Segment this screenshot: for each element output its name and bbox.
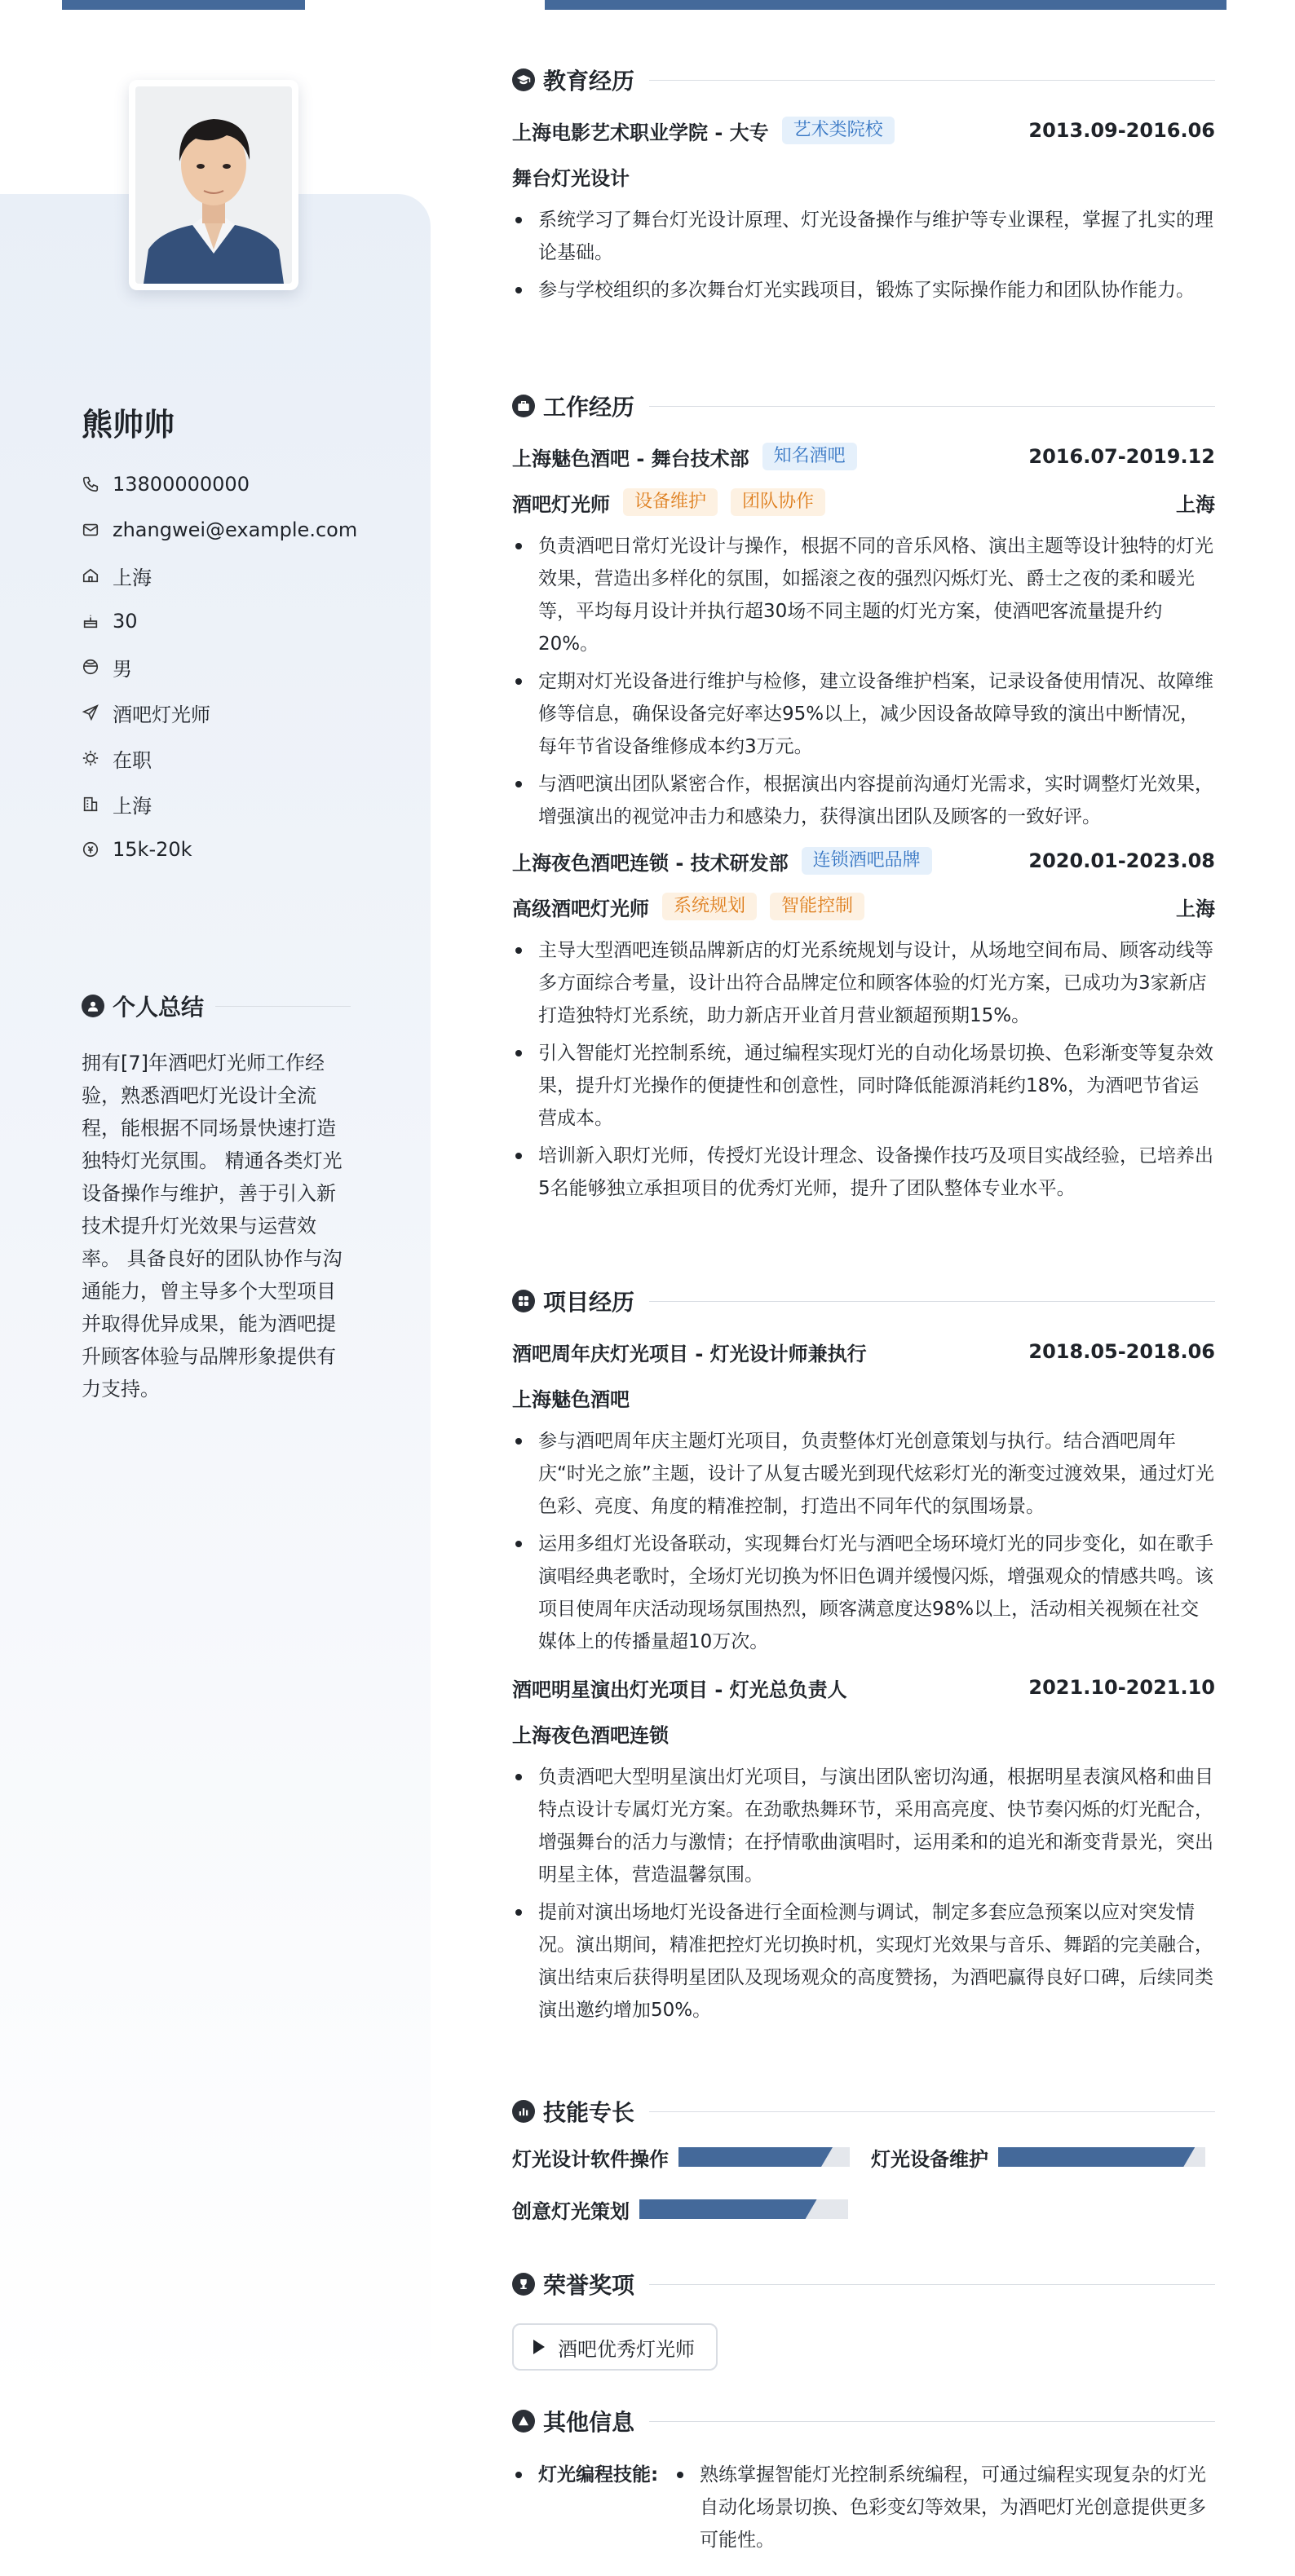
left-accent-bar	[62, 0, 305, 10]
projects-section	[512, 1285, 1215, 2031]
education-date: 2013.09-2016.06	[1028, 119, 1215, 142]
project-org: 上海魅色酒吧	[512, 1387, 630, 1411]
list-item: 与酒吧演出团队紧密合作，根据演出内容提前沟通灯光需求，实时调整灯光效果，增强演出的视觉冲击力和感染力，获得演出团队及顾客的一致好评。	[512, 768, 1215, 833]
candidate-name: 熊帅帅	[82, 407, 175, 443]
education-section	[512, 64, 1215, 311]
school-tag: 艺术类院校	[782, 117, 895, 144]
job-header	[512, 434, 1215, 479]
job-bullets	[512, 530, 1215, 833]
project-header	[512, 1329, 1215, 1374]
briefcase-icon	[512, 395, 535, 417]
list-item: 引入智能灯光控制系统，通过编程实现灯光的自动化场景切换、色彩渐变等复杂效果，提升灯光操作的便捷性和创意性，同时降低能源消耗约18%，为酒吧节省运营成本。	[512, 1037, 1215, 1135]
divider	[649, 2111, 1215, 2112]
project-org-row	[512, 1374, 1215, 1420]
skill-tag: 设备维护	[623, 488, 718, 516]
skill-bar	[998, 2147, 1205, 2167]
contact-phone	[82, 461, 357, 507]
contact-value: 15k-20k	[113, 838, 192, 861]
contact-value: 上海	[113, 794, 152, 818]
right-accent-bar	[545, 0, 1226, 10]
list-item: 定期对灯光设备进行维护与检修，建立设备维护档案，记录设备使用情况、故障维修等信息，确保设备完好率达95%以上，减少因设备故障导致的演出中断情况，每年节省设备维修成本约3万元。	[512, 665, 1215, 763]
project-bullets	[512, 1761, 1215, 2027]
section-title: 项目经历	[543, 1289, 635, 1316]
job-city: 上海	[1176, 897, 1215, 920]
summary-title: 个人总结	[113, 994, 205, 1021]
avatar	[129, 80, 298, 290]
contact-value: 男	[113, 657, 132, 681]
status-icon	[82, 749, 99, 767]
divider	[215, 1006, 351, 1007]
contact-email	[82, 507, 357, 553]
list-item: 负责酒吧大型明星演出灯光项目，与演出团队密切沟通，根据明星表演风格和曲目特点设计专属灯光方案。在劲歌热舞环节，采用高亮度、快节奏闪烁的灯光配合，增强舞台的活力与激情；在抒情歌曲演唱时，运用柔和的追光和渐变背景光，突出明星主体，营造温馨氛围。	[512, 1761, 1215, 1891]
contact-value: 在职	[113, 748, 152, 772]
salary-icon	[82, 840, 99, 858]
contact-location	[82, 553, 357, 598]
section-header	[512, 2095, 1215, 2128]
section-title: 技能专长	[543, 2099, 635, 2126]
skill-label: 灯光设计软件操作	[512, 2147, 669, 2171]
divider	[649, 406, 1215, 407]
list-item: 参与学校组织的多次舞台灯光实践项目，锻炼了实际操作能力和团队协作能力。	[512, 274, 1215, 307]
section-header	[512, 390, 1215, 422]
project-date: 2018.05-2018.06	[1028, 1340, 1215, 1363]
role-row	[512, 884, 1215, 929]
section-header	[512, 1285, 1215, 1317]
skill-tag: 团队协作	[731, 488, 825, 516]
skill-label: 创意灯光策划	[512, 2199, 630, 2223]
gender-icon	[82, 658, 99, 676]
contact-status	[82, 735, 357, 781]
job-bullets	[512, 934, 1215, 1205]
home-icon	[82, 567, 99, 584]
other-value: 熟练掌握智能灯光控制系统编程，可通过编程实现复杂的灯光自动化场景切换、色彩变幻等效果，为酒吧灯光创意提供更多可能性。	[672, 2459, 1215, 2556]
project-entry	[512, 1329, 1215, 1658]
role-row	[512, 479, 1215, 525]
project-date: 2021.10-2021.10	[1028, 1676, 1215, 1699]
education-row	[512, 108, 1215, 153]
summary-text: 拥有[7]年酒吧灯光师工作经验，熟悉酒吧灯光设计全流程，能根据不同场景快速打造独特灯光氛围。 精通各类灯光设备操作与维护，善于引入新技术提升灯光效果与运营效率。 具备良好的团队协作与沟通能力，曾主导多个大型项目并取得优异成果，能为酒吧提升顾客体验与品牌形象提供有力支持。	[82, 1052, 343, 1400]
job-city: 上海	[1176, 492, 1215, 516]
company-name: 上海魅色酒吧 - 舞台技术部	[512, 447, 749, 470]
education-bullets	[512, 204, 1215, 307]
major: 舞台灯光设计	[512, 166, 630, 190]
send-icon	[82, 704, 99, 721]
award-label: 酒吧优秀灯光师	[558, 2337, 695, 2361]
project-org: 上海夜色酒吧连锁	[512, 1723, 669, 1747]
contact-city	[82, 781, 357, 827]
list-item: 运用多组灯光设备联动，实现舞台灯光与酒吧全场环境灯光的同步变化，如在歌手演唱经典老歌时，全场灯光切换为怀旧色调并缓慢闪烁，增强观众的情感共鸣。该项目使周年庆活动现场氛围热烈，顾客满意度达98%以上，活动相关视频在社交媒体上的传播量超10万次。	[512, 1528, 1215, 1658]
contact-value: 上海	[113, 566, 152, 589]
portrait-image	[135, 86, 292, 284]
contact-gender	[82, 644, 357, 690]
list-item: 负责酒吧日常灯光设计与操作，根据不同的音乐风格、演出主题等设计独特的灯光效果，营造出多样化的氛围，如摇滚之夜的强烈闪烁灯光、爵士之夜的柔和暖光等，平均每月设计并执行超30场不同主题的灯光方案，使酒吧客流量提升约20%。	[512, 530, 1215, 660]
company-name: 上海夜色酒吧连锁 - 技术研发部	[512, 851, 789, 875]
graduation-cap-icon	[512, 68, 535, 91]
list-item: 培训新入职灯光师，传授灯光设计理念、设备操作技巧及项目实战经验，已培养出5名能够独立承担项目的优秀灯光师，提升了团队整体专业水平。	[512, 1140, 1215, 1205]
contact-value: 酒吧灯光师	[113, 703, 210, 726]
info-icon	[512, 2410, 535, 2433]
skill-item	[512, 2190, 848, 2229]
play-icon	[533, 2340, 545, 2354]
project-name: 酒吧周年庆灯光项目 - 灯光设计师兼执行	[512, 1342, 867, 1365]
profile-photo	[135, 86, 292, 284]
skill-label: 灯光设备维护	[871, 2147, 988, 2171]
school-name: 上海电影艺术职业学院 - 大专	[512, 121, 769, 144]
skill-bar	[639, 2199, 848, 2219]
section-header	[512, 2268, 1215, 2300]
contact-value: 30	[113, 610, 138, 633]
major-row	[512, 153, 1215, 199]
section-title: 工作经历	[543, 394, 635, 421]
other-item	[512, 2459, 1215, 2556]
chart-icon	[512, 2100, 535, 2123]
divider	[649, 1301, 1215, 1302]
divider	[649, 2421, 1215, 2422]
job-date: 2020.01-2023.08	[1028, 849, 1215, 872]
job-role: 酒吧灯光师	[512, 492, 610, 516]
phone-icon	[82, 475, 99, 493]
skill-bar-fill	[639, 2199, 817, 2219]
section-header	[512, 2405, 1215, 2437]
job-role: 高级酒吧灯光师	[512, 897, 649, 920]
list-item: 系统学习了舞台灯光设计原理、灯光设备操作与维护等专业课程，掌握了扎实的理论基础。	[512, 204, 1215, 269]
section-title: 其他信息	[543, 2409, 635, 2436]
skill-item	[871, 2137, 1205, 2177]
job-entry	[512, 838, 1215, 1205]
skill-bar	[678, 2147, 850, 2167]
other-key: 灯光编程技能:	[512, 2459, 672, 2556]
job-entry	[512, 434, 1215, 833]
contact-age	[82, 598, 357, 644]
project-entry	[512, 1665, 1215, 2027]
divider	[649, 80, 1215, 81]
job-date: 2016.07-2019.12	[1028, 445, 1215, 468]
user-icon	[82, 995, 104, 1017]
contact-value: zhangwei@example.com	[113, 518, 358, 541]
skill-bar-fill	[678, 2147, 833, 2167]
award-item	[512, 2323, 718, 2371]
list-item: 主导大型酒吧连锁品牌新店的灯光系统规划与设计，从场地空间布局、顾客动线等多方面综合考量，设计出符合品牌定位和顾客体验的灯光方案，已成功为3家新店打造独特灯光系统，助力新店开业首月营业额超预期15%。	[512, 934, 1215, 1032]
divider	[649, 2284, 1215, 2285]
contact-value: 13800000000	[113, 473, 250, 496]
skill-tag: 智能控制	[770, 893, 864, 920]
skills-section	[512, 2095, 1215, 2229]
grid-icon	[512, 1290, 535, 1312]
skill-item	[512, 2137, 850, 2177]
company-tag: 连锁酒吧品牌	[802, 847, 932, 875]
section-title: 荣誉奖项	[543, 2272, 635, 2299]
job-header	[512, 838, 1215, 884]
awards-section	[512, 2268, 1215, 2371]
work-section	[512, 390, 1215, 1210]
mail-icon	[82, 521, 99, 539]
section-header	[512, 64, 1215, 96]
section-title: 教育经历	[543, 68, 635, 95]
contact-position	[82, 690, 357, 735]
contact-salary	[82, 827, 357, 872]
contact-list	[82, 461, 357, 872]
list-item: 提前对演出场地灯光设备进行全面检测与调试，制定多套应急预案以应对突发情况。演出期间，精准把控灯光切换时机，实现灯光效果与音乐、舞蹈的完美融合，演出结束后获得明星团队及现场观众的高度赞扬，为酒吧赢得良好口碑，后续同类演出邀约增加50%。	[512, 1896, 1215, 2027]
project-bullets	[512, 1425, 1215, 1658]
other-section	[512, 2405, 1215, 2556]
project-header	[512, 1665, 1215, 1710]
list-item: 参与酒吧周年庆主题灯光项目，负责整体灯光创意策划与执行。结合酒吧周年庆“时光之旅”主题，设计了从复古暖光到现代炫彩灯光的渐变过渡效果，通过灯光色彩、亮度、角度的精准控制，打造出不同年代的氛围场景。	[512, 1425, 1215, 1523]
cake-icon	[82, 612, 99, 630]
building-icon	[82, 795, 99, 813]
trophy-icon	[512, 2273, 535, 2296]
project-name: 酒吧明星演出灯光项目 - 灯光总负责人	[512, 1678, 847, 1701]
skill-tag: 系统规划	[662, 893, 757, 920]
skill-bar-fill	[998, 2147, 1195, 2167]
company-tag: 知名酒吧	[762, 443, 857, 470]
project-org-row	[512, 1710, 1215, 1756]
summary-header	[82, 990, 351, 1022]
